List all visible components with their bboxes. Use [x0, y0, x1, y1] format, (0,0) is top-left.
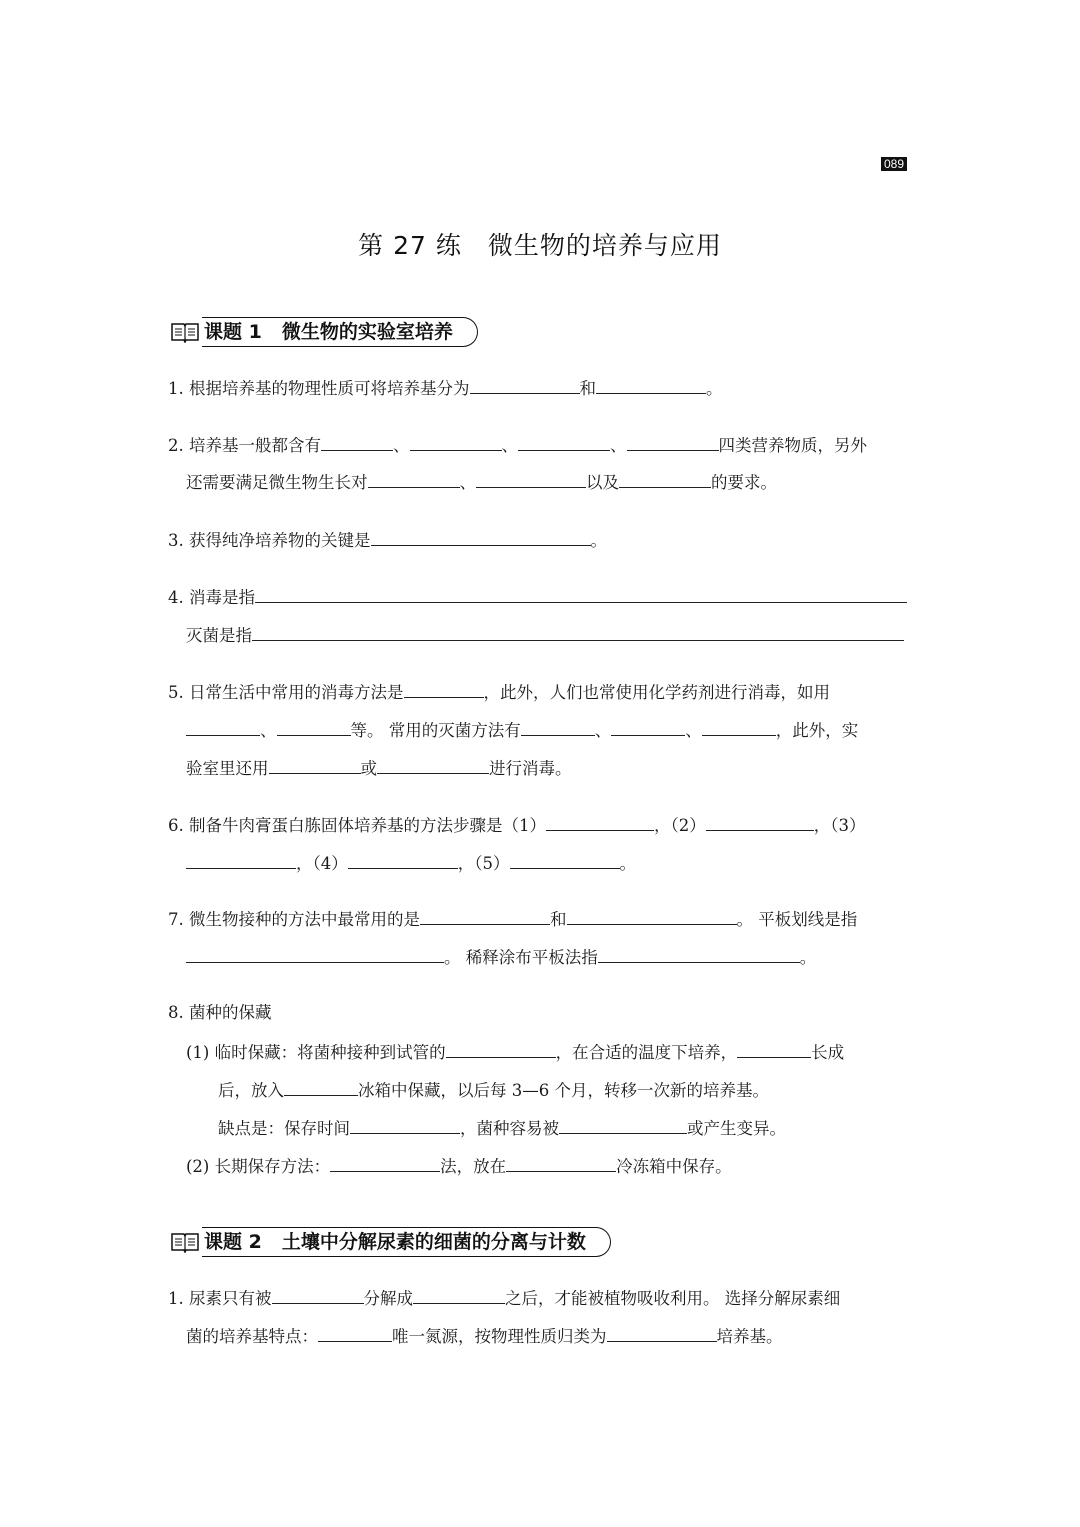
- question-text: (1) 临时保藏：将菌种接种到试管的: [186, 1043, 446, 1062]
- question-text: 之后，才能被植物吸收利用。 选择分解尿素细: [505, 1289, 841, 1308]
- answer-blank[interactable]: [702, 717, 776, 736]
- question-text: ，（3）: [813, 816, 866, 835]
- answer-blank[interactable]: [737, 1039, 811, 1058]
- question-4-sterilization: [186, 622, 904, 646]
- page-title: 第 27 练 微生物的培养与应用: [358, 231, 722, 260]
- question-7-line-2: [186, 944, 816, 968]
- section-1-number: 课题 1: [204, 321, 262, 343]
- answer-blank[interactable]: [627, 432, 719, 451]
- section-2-number: 课题 2: [204, 1231, 262, 1253]
- question-6-line-2: [186, 850, 636, 874]
- question-text: 后，放入: [218, 1081, 284, 1100]
- separator: 、: [594, 721, 612, 740]
- question-text: 和: [579, 379, 596, 398]
- question-text: 冷冻箱中保存。: [616, 1157, 732, 1176]
- question-6-line-1: [168, 812, 866, 836]
- answer-blank[interactable]: [559, 1115, 687, 1134]
- answer-blank[interactable]: [330, 1153, 440, 1172]
- separator: 、: [260, 721, 277, 740]
- question-text: ，（2）: [654, 816, 706, 835]
- answer-blank[interactable]: [611, 717, 685, 736]
- question-text: 长成: [811, 1043, 845, 1062]
- answer-blank[interactable]: [521, 717, 595, 736]
- question-3: [168, 527, 607, 551]
- answer-blank[interactable]: [404, 679, 484, 698]
- answer-blank[interactable]: [321, 432, 393, 451]
- answer-blank[interactable]: [598, 944, 800, 963]
- answer-blank[interactable]: [619, 469, 711, 488]
- question-5-line-1: [168, 679, 830, 703]
- question-text: 1. 尿素只有被: [168, 1289, 272, 1308]
- answer-blank[interactable]: [510, 850, 620, 869]
- answer-blank[interactable]: [272, 1285, 364, 1304]
- question-text: 3. 获得纯净培养物的关键是: [168, 531, 371, 550]
- question-text: 6. 制备牛肉膏蛋白胨固体培养基的方法步骤是（1）: [168, 816, 546, 835]
- question-2-line-2: [186, 469, 777, 493]
- section-1-name: 微生物的实验室培养: [281, 321, 453, 343]
- answer-blank[interactable]: [706, 812, 814, 831]
- question-8-heading: [168, 1001, 272, 1025]
- question-text: 。: [706, 379, 723, 398]
- answer-blank[interactable]: [518, 432, 610, 451]
- answer-blank[interactable]: [318, 1323, 392, 1342]
- separator: 、: [459, 473, 476, 492]
- question-text: 。: [799, 948, 817, 967]
- answer-blank[interactable]: [506, 1153, 616, 1172]
- answer-blank[interactable]: [470, 375, 580, 394]
- question-5-line-3: [186, 755, 572, 779]
- question-text: ，（4）: [296, 854, 348, 873]
- answer-blank[interactable]: [284, 1077, 358, 1096]
- answer-blank[interactable]: [476, 469, 586, 488]
- question-text: ，在合适的温度下培养，: [555, 1043, 738, 1062]
- question-8-part-1-line-3: [218, 1115, 786, 1139]
- section-2-header: [170, 1227, 611, 1257]
- answer-blank[interactable]: [420, 906, 550, 925]
- answer-blank[interactable]: [377, 755, 489, 774]
- question-text: 。 平板划线是指: [736, 910, 858, 929]
- question-text: 菌的培养基特点：: [186, 1327, 318, 1346]
- answer-blank[interactable]: [186, 850, 296, 869]
- answer-blank[interactable]: [596, 375, 706, 394]
- answer-blank[interactable]: [186, 717, 260, 736]
- question-text: ，此外，实: [775, 721, 859, 740]
- book-icon: [170, 1231, 200, 1253]
- question-8-part-1-line-1: [186, 1039, 844, 1063]
- question-8-part-1-line-2: [218, 1077, 769, 1101]
- question-text: 冰箱中保藏，以后每 3—6 个月，转移一次新的培养基。: [358, 1081, 769, 1100]
- question-text: 1. 根据培养基的物理性质可将培养基分为: [168, 379, 470, 398]
- separator: 、: [501, 436, 518, 455]
- answer-blank[interactable]: [277, 717, 351, 736]
- question-8-part-2: [186, 1153, 732, 1177]
- question-7-line-1: [168, 906, 857, 930]
- question-text: 等。 常用的灭菌方法有: [350, 721, 521, 740]
- question-text: 。: [590, 531, 607, 550]
- question-text: ，此外，人们也常使用化学药剂进行消毒，如用: [483, 683, 830, 702]
- question-text: 唯一氮源，按物理性质归类为: [392, 1327, 607, 1346]
- answer-blank[interactable]: [348, 850, 458, 869]
- answer-blank[interactable]: [410, 432, 502, 451]
- question-text: ，（5）: [457, 854, 510, 873]
- section-2-name: 土壤中分解尿素的细菌的分离与计数: [281, 1231, 586, 1253]
- question-text: (2) 长期保存方法：: [186, 1157, 331, 1176]
- question-text: 和: [550, 910, 567, 929]
- answer-blank[interactable]: [186, 944, 444, 963]
- question-text: 验室里还用: [186, 759, 269, 778]
- question-text: 以及: [586, 473, 619, 492]
- section-1-header: [170, 317, 478, 347]
- question-text: 法，放在: [440, 1157, 507, 1176]
- question-text: 7. 微生物接种的方法中最常用的是: [168, 910, 420, 929]
- question-text: 4. 消毒是指: [168, 588, 255, 607]
- section-2-question-1-line-2: [186, 1323, 783, 1347]
- question-text: 四类营养物质，另外: [718, 436, 867, 455]
- answer-blank[interactable]: [607, 1323, 717, 1342]
- answer-blank[interactable]: [371, 527, 591, 546]
- question-1: [168, 375, 723, 399]
- question-2-line-1: [168, 432, 867, 456]
- book-icon: [170, 321, 200, 343]
- question-text: 培养基。: [716, 1327, 783, 1346]
- question-text: 。 稀释涂布平板法指: [444, 948, 598, 967]
- question-text: 或产生变异。: [687, 1119, 786, 1138]
- question-text: 2. 培养基一般都含有: [168, 436, 321, 455]
- separator: 、: [610, 436, 627, 455]
- answer-blank[interactable]: [269, 755, 361, 774]
- answer-line[interactable]: [255, 584, 907, 603]
- answer-blank[interactable]: [368, 469, 460, 488]
- page-number: 089: [881, 157, 907, 171]
- answer-line[interactable]: [252, 622, 904, 641]
- answer-blank[interactable]: [350, 1115, 460, 1134]
- question-text: 的要求。: [711, 473, 777, 492]
- answer-blank[interactable]: [446, 1039, 556, 1058]
- question-text: 灭菌是指: [186, 626, 252, 645]
- question-text: 5. 日常生活中常用的消毒方法是: [168, 683, 404, 702]
- separator: 、: [685, 721, 702, 740]
- question-text: 分解成: [363, 1289, 413, 1308]
- section-2-question-1-line-1: [168, 1285, 840, 1309]
- question-4-disinfection: [168, 584, 907, 608]
- question-text: 进行消毒。: [489, 759, 572, 778]
- answer-blank[interactable]: [567, 906, 737, 925]
- question-text: ，菌种容易被: [460, 1119, 559, 1138]
- question-text: 还需要满足微生物生长对: [186, 473, 368, 492]
- question-text: 缺点是：保存时间: [218, 1119, 350, 1138]
- question-text: 或: [360, 759, 377, 778]
- answer-blank[interactable]: [413, 1285, 505, 1304]
- question-5-line-2: [186, 717, 858, 741]
- question-text: 。: [619, 854, 636, 873]
- question-text: 8. 菌种的保藏: [168, 1003, 272, 1022]
- separator: 、: [393, 436, 410, 455]
- answer-blank[interactable]: [546, 812, 654, 831]
